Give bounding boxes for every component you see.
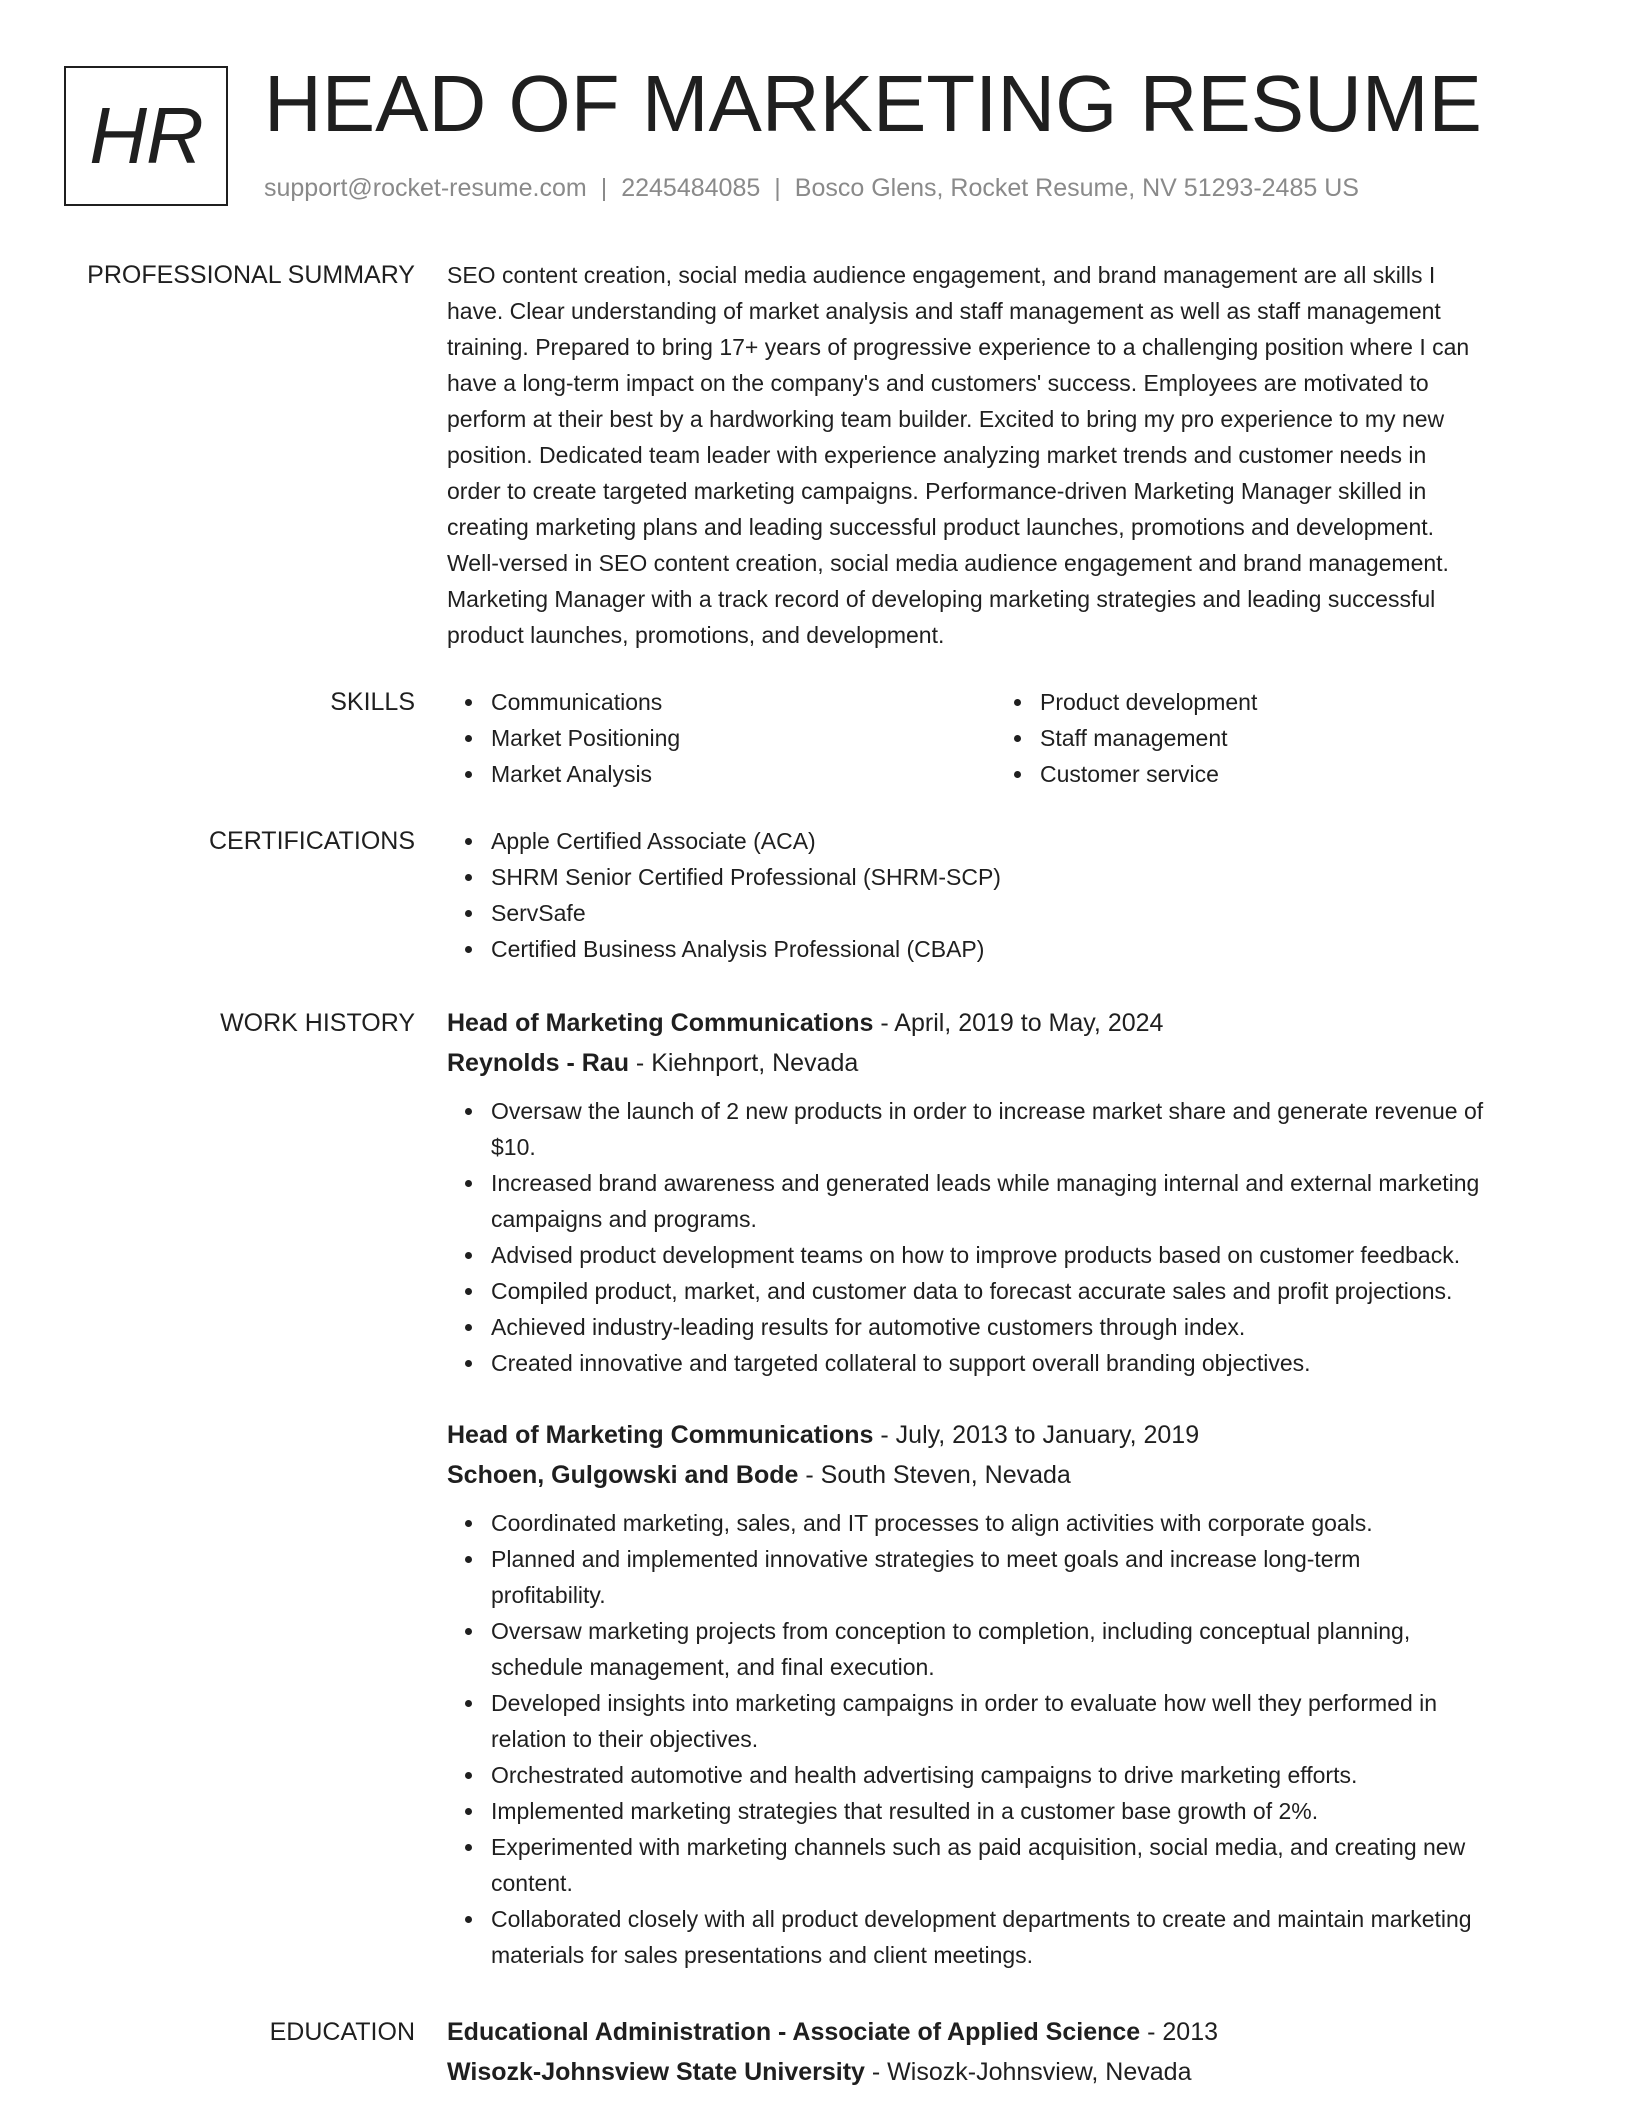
- summary-line: perform at their best by a hardworking team builder. Excited to bring my pro experience to my new: [447, 406, 1445, 432]
- job-bullet: [447, 1685, 1562, 1757]
- job-bullet: [447, 1273, 1562, 1309]
- job-dates: - July, 2013 to January, 2019: [873, 1421, 1200, 1449]
- summary-line: product launches, promotions, and development.: [447, 622, 945, 648]
- school-name: Wisozk-Johnsview State University: [447, 2058, 865, 2086]
- summary-line: Well-versed in SEO content creation, social media audience engagement and brand management.: [447, 550, 1449, 576]
- company-line: [447, 1043, 1562, 1083]
- contact-separator: |: [600, 174, 608, 202]
- company-location: - Kiehnport, Nevada: [628, 1049, 859, 1077]
- company-name: Reynolds - Rau: [447, 1049, 629, 1077]
- skills-grid: [447, 684, 1562, 792]
- skill-item: Staff management: [996, 720, 1545, 756]
- certification-item: Certified Business Analysis Professional (CBAP): [447, 931, 1562, 967]
- job-bullet: [447, 1901, 1562, 1973]
- summary-line: SEO content creation, social media audience engagement, and brand management are all skills I: [447, 262, 1436, 288]
- contact-line: [264, 174, 1359, 203]
- certifications-list: [447, 823, 1562, 967]
- company-line: [447, 1455, 1562, 1495]
- job-bullet-line: Coordinated marketing, sales, and IT processes to align activities with corporate goals.: [491, 1510, 1373, 1536]
- job-bullet-line: Developed insights into marketing campaigns in order to evaluate how well they performed in: [491, 1690, 1438, 1716]
- company-location: - South Steven, Nevada: [798, 1461, 1071, 1489]
- job-bullet-line: Orchestrated automotive and health advertising campaigns to drive marketing efforts.: [491, 1762, 1358, 1788]
- job-bullet-line: campaigns and programs.: [491, 1206, 757, 1232]
- job-bullet-line: Experimented with marketing channels such as paid acquisition, social media, and creating new: [491, 1834, 1466, 1860]
- job-bullet-line: relation to their objectives.: [491, 1726, 759, 1752]
- job-bullet-line: Increased brand awareness and generated leads while managing internal and external marketing: [491, 1170, 1480, 1196]
- skill-item: Customer service: [996, 756, 1545, 792]
- job-entry: [447, 1415, 1562, 1973]
- school-location: - Wisozk-Johnsview, Nevada: [864, 2058, 1192, 2086]
- job-role: Head of Marketing Communications: [447, 1009, 874, 1037]
- job-bullet-line: $10.: [491, 1134, 536, 1160]
- summary-line: creating marketing plans and leading successful product launches, promotions and development.: [447, 514, 1435, 540]
- skill-item: Communications: [447, 684, 996, 720]
- contact-email: support@rocket-resume.com: [264, 174, 587, 202]
- certification-item: Apple Certified Associate (ACA): [447, 823, 1562, 859]
- degree-year: - 2013: [1140, 2018, 1219, 2046]
- job-bullet: [447, 1829, 1562, 1901]
- job-bullet: [447, 1613, 1562, 1685]
- company-name: Schoen, Gulgowski and Bode: [447, 1461, 799, 1489]
- contact-phone: 2245484085: [621, 174, 761, 202]
- job-bullet: [447, 1165, 1562, 1237]
- contact-separator: |: [774, 174, 781, 202]
- section-title-summary: PROFESSIONAL SUMMARY: [87, 261, 415, 289]
- job-entry: [447, 1003, 1562, 1381]
- summary-line: have. Clear understanding of market analysis and staff management as well as staff management: [447, 298, 1441, 324]
- job-bullet-line: Planned and implemented innovative strategies to meet goals and increase long-term: [491, 1546, 1361, 1572]
- degree-line: [447, 2012, 1562, 2052]
- degree-name: Educational Administration - Associate of Applied Science: [447, 2018, 1141, 2046]
- job-bullet: [447, 1793, 1562, 1829]
- job-role: Head of Marketing Communications: [447, 1421, 874, 1449]
- skill-item: Market Positioning: [447, 720, 996, 756]
- skills-column-2: [996, 684, 1545, 792]
- job-title-line: [447, 1415, 1562, 1455]
- monogram-box: [64, 66, 228, 206]
- certification-item: SHRM Senior Certified Professional (SHRM-SCP): [447, 859, 1562, 895]
- certification-item: ServSafe: [447, 895, 1562, 931]
- job-bullet: [447, 1093, 1562, 1165]
- resume-title: HEAD OF MARKETING RESUME: [264, 59, 1482, 148]
- summary-body: [447, 257, 1562, 653]
- job-bullet: [447, 1345, 1562, 1381]
- job-bullet-line: Compiled product, market, and customer data to forecast accurate sales and profit projections.: [491, 1278, 1453, 1304]
- job-bullet-line: Collaborated closely with all product development departments to create and maintain marketing: [491, 1906, 1472, 1932]
- summary-line: training. Prepared to bring 17+ years of progressive experience to a challenging position where I can: [447, 334, 1470, 360]
- section-title-certifications: CERTIFICATIONS: [208, 827, 415, 855]
- job-bullet-line: materials for sales presentations and client meetings.: [491, 1942, 1034, 1968]
- job-bullet-line: content.: [491, 1870, 573, 1896]
- skills-column-1: [447, 684, 996, 792]
- contact-address: Bosco Glens, Rocket Resume, NV 51293-2485 US: [794, 174, 1359, 202]
- job-title-line: [447, 1003, 1562, 1043]
- skill-item: Market Analysis: [447, 756, 996, 792]
- job-bullet: [447, 1505, 1562, 1541]
- summary-line: Marketing Manager with a track record of developing marketing strategies and leading successful: [447, 586, 1436, 612]
- monogram-text: HR: [89, 91, 203, 180]
- school-line: [447, 2052, 1562, 2092]
- job-bullets: [447, 1505, 1562, 1973]
- section-title-education: EDUCATION: [269, 2018, 415, 2046]
- job-bullet-line: schedule management, and final execution.: [491, 1654, 935, 1680]
- job-bullet-line: profitability.: [491, 1582, 606, 1608]
- summary-line: position. Dedicated team leader with experience analyzing market trends and customer needs in: [447, 442, 1427, 468]
- certifications-body: [447, 823, 1562, 967]
- section-title-skills: SKILLS: [330, 688, 415, 716]
- job-bullet-line: Created innovative and targeted collateral to support overall branding objectives.: [491, 1350, 1311, 1376]
- job-bullets: [447, 1093, 1562, 1381]
- job-bullet: [447, 1541, 1562, 1613]
- job-bullet-line: Oversaw marketing projects from conception to completion, including conceptual planning,: [491, 1618, 1411, 1644]
- job-bullet-line: Implemented marketing strategies that resulted in a customer base growth of 2%.: [491, 1798, 1319, 1824]
- job-bullet: [447, 1309, 1562, 1345]
- skill-item: Product development: [996, 684, 1545, 720]
- job-bullet-line: Oversaw the launch of 2 new products in order to increase market share and generate revenue of: [491, 1098, 1484, 1124]
- summary-line: order to create targeted marketing campaigns. Performance-driven Marketing Manager skilled in: [447, 478, 1427, 504]
- job-bullet-line: Achieved industry-leading results for automotive customers through index.: [491, 1314, 1246, 1340]
- job-bullet: [447, 1237, 1562, 1273]
- job-dates: - April, 2019 to May, 2024: [873, 1009, 1164, 1037]
- job-bullet-line: Advised product development teams on how to improve products based on customer feedback.: [491, 1242, 1461, 1268]
- summary-line: have a long-term impact on the company's and customers' success. Employees are motivated to: [447, 370, 1429, 396]
- section-title-work-history: WORK HISTORY: [220, 1009, 415, 1037]
- education-entry: [447, 2012, 1562, 2092]
- job-bullet: [447, 1757, 1562, 1793]
